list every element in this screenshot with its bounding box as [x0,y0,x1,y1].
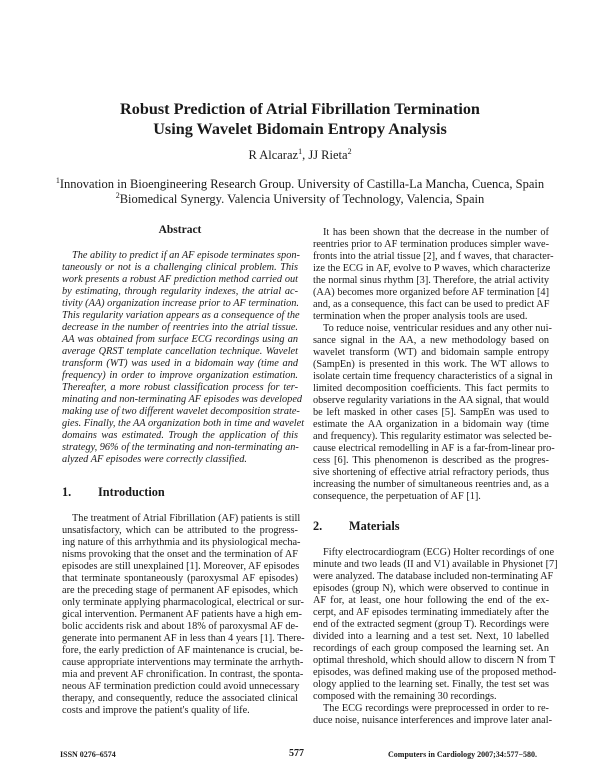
body-line: composed with the remaining 30 recordings. [313,691,497,702]
body-line: ize the ECG in AF, evolve to P waves, which characterize [313,263,551,274]
body-line: and frequency). This regularity estimator was selected be- [313,431,552,442]
abstract-line: domains was estimated. Trough the application of this [62,430,298,441]
section-number: 2. [313,519,323,533]
body-line: ology applied to the learning set. Finally, the test set was [313,679,549,690]
body-line: episodes are still unexplained [1]. Moreover, AF episodes [62,561,300,572]
body-line: sive shortening of effective atrial refractory periods, thus [313,467,549,478]
body-line: gical intervention. Permanent AF patients have a high em- [62,609,302,620]
body-line: The treatment of Atrial Fibrillation (AF) patients is still [72,513,301,524]
abstract-line: decrease in the number of reentries into the atrial tissue. [62,322,298,333]
body-line: sance signal in the AA, a new methodology based on [313,335,549,346]
body-line: duce noise, nuisance interferences and improve later anal- [313,715,553,726]
body-line: To reduce noise, ventricular residues and any other nui- [323,323,552,334]
body-line: cause appropriate interventions may terminate the arrhyth- [62,657,304,668]
body-line: and, as a consequence, this fact can be used to predict AF [313,299,550,310]
body-line: generate into permanent AF in less than 4 years [1]. There- [62,633,305,644]
body-line: episodes (group N), which were observed to continue in [313,583,549,594]
paper-title-line-1: Robust Prediction of Atrial Fibrillation Termination [120,100,480,118]
body-line: optimal threshold, which should allow to discern N from T [313,655,556,666]
body-line: cause electrical remodelling in AF is a far-from-linear pro- [313,443,555,454]
abstract-line: tivity (AA) organization increase prior to AF termination. [62,298,299,309]
body-line: AF for, at least, one hour following the end of the ex- [313,595,549,606]
body-line: be left masked in other cases [5]. SampEn was used to [313,407,549,418]
abstract-line: making use of two different wavelet decomposition strate- [62,406,300,417]
abstract-line: alyzed AF episodes were correctly classified. [62,454,247,465]
footer-journal-citation: Computers in Cardiology 2007;34:577−580. [388,750,537,759]
section-number: 1. [62,485,72,499]
section-title: Introduction [98,485,165,499]
body-line: cess [6]. This phenomenon is described as the progres- [313,455,549,466]
body-line: mia and prevent AF chronification. In contrast, the sponta- [62,669,304,680]
author-affil-mark: 1 [298,147,303,156]
body-line: fronts into the atrial tissue [2], and f waves, that character- [313,251,554,262]
abstract-line: by estimating, through regularity indexes, the atrial ac- [62,286,298,297]
body-line: end of the extracted segment (group T). Recordings were [313,619,549,630]
body-line: wavelet transform (WT) and bidomain sample entropy [313,347,549,358]
body-line: the normal sinus rhythm [3]. Therefore, the atrial activity [313,275,549,286]
body-line: termination when the proper analysis tools are used. [313,311,528,322]
body-line: estimate the AA organization in a bidomain way (time [313,419,549,430]
abstract-heading: Abstract [158,224,202,236]
abstract-line: Thereafter, a more robust classification process for ter- [62,382,298,393]
body-line: observe regularity variations in the AA signal, that would [313,395,549,406]
affil-mark: 2 [115,191,120,200]
body-line: bolic accidents risk and about 18% of paroxysmal AF de- [62,621,299,632]
abstract-line: The ability to predict if an AF episode terminates spon- [72,250,300,261]
body-line: fore, the early prediction of AF maintenance is crucial, be- [62,645,304,656]
affil-mark: 1 [55,176,60,185]
author-name: JJ Rieta [308,148,348,162]
body-line: recordings of each group composed the learning set. An [313,643,549,654]
abstract-line: minating and non-terminating AF episodes was developed [62,394,303,405]
body-line: increasing the number of simultaneous reentries and, as a [313,479,549,490]
body-line: are the preceding stage of permanent AF episodes, which [62,585,298,596]
abstract-line: This regularity variation appears as a consequence of the [62,310,300,321]
body-line: therapy, and consequently, reduce the associated clinical [62,693,298,704]
abstract-line: gies. Finally, the AA organization both in time and wavelet [62,418,305,429]
abstract-line: taneously or not is a challenging clinical problem. This [62,262,298,273]
body-line: nisms provoking that the onset and the termination of AF [62,549,298,560]
footer-page-number: 577 [289,748,304,759]
body-line: neous AF termination prediction could avoid unnecessary [62,681,300,692]
body-line: only terminate applying pharmacological, electrical or sur- [62,597,304,608]
section-heading-materials [313,519,400,533]
body-line: cerpt, and AF episodes terminating immediately after the [313,607,549,618]
body-line: limited decomposition coefficients. This fact permits to [313,383,549,394]
author-name: R Alcaraz [248,148,299,162]
affiliation-1 [0,176,600,192]
body-line: costs and improve the patient's quality of life. [62,705,250,716]
footer-issn: ISSN 0276–6574 [60,750,116,759]
body-line: were analyzed. The database included non-terminating AF [313,571,554,582]
abstract-line: AA was obtained from surface ECG recordings using an [62,334,298,345]
section-title: Materials [349,519,400,533]
body-line: reentries prior to AF termination produces simpler wave- [313,239,549,250]
abstract-line: frequency) in order to improve organization estimation. [62,370,298,381]
body-line: (AA) becomes more organized before AF termination [4] [313,287,549,298]
affil-text: Biomedical Synergy. Valencia University of Technology, Valencia, Spain [119,192,485,206]
abstract-line: strategy, 96% of the terminating and non-terminating an- [62,442,299,453]
body-line: (SampEn) is presented in this work. The WT allows to [313,359,549,370]
abstract-line: work presents a robust AF prediction method carried out [62,274,298,285]
body-line: ing nature of this arrhythmia and its physiological mecha- [62,537,301,548]
body-line: that terminate spontaneously (paroxysmal AF episodes) [62,573,298,584]
affiliation-2 [0,191,600,207]
body-line: isolate certain time frequency characteristics of a signal in [313,371,553,382]
section-heading-introduction [62,485,165,499]
body-line: episodes, was defined making use of the proposed method- [313,667,557,678]
body-line: minute and two leads (II and V1) available in Physionet [7] [313,559,558,570]
author-affil-mark: 2 [347,147,352,156]
abstract-line: average QRST template cancellation technique. Wavelet [62,346,298,357]
paper-title-line-2: Using Wavelet Bidomain Entropy Analysis [153,120,447,138]
body-line: unsatisfactory, which can be attributed to the progress- [62,525,298,536]
affil-text: Innovation in Bioengineering Research Group. University of Castilla-La Mancha, Cuenca, Spain [59,177,545,191]
author-list: R Alcaraz$^1$, JJ Rieta$^2$ [248,147,352,162]
body-line: The ECG recordings were preprocessed in order to re- [323,703,549,714]
body-line: divided into a learning and a test set. Next, 10 labelled [313,631,549,642]
body-line: It has been shown that the decrease in the number of [323,227,549,238]
body-line: Fifty electrocardiogram (ECG) Holter recordings of one [323,547,555,558]
abstract-line: transform (WT) was used in a bidomain way (time and [62,358,298,369]
body-line: consequence, the perpetuation of AF [1]. [313,491,481,502]
